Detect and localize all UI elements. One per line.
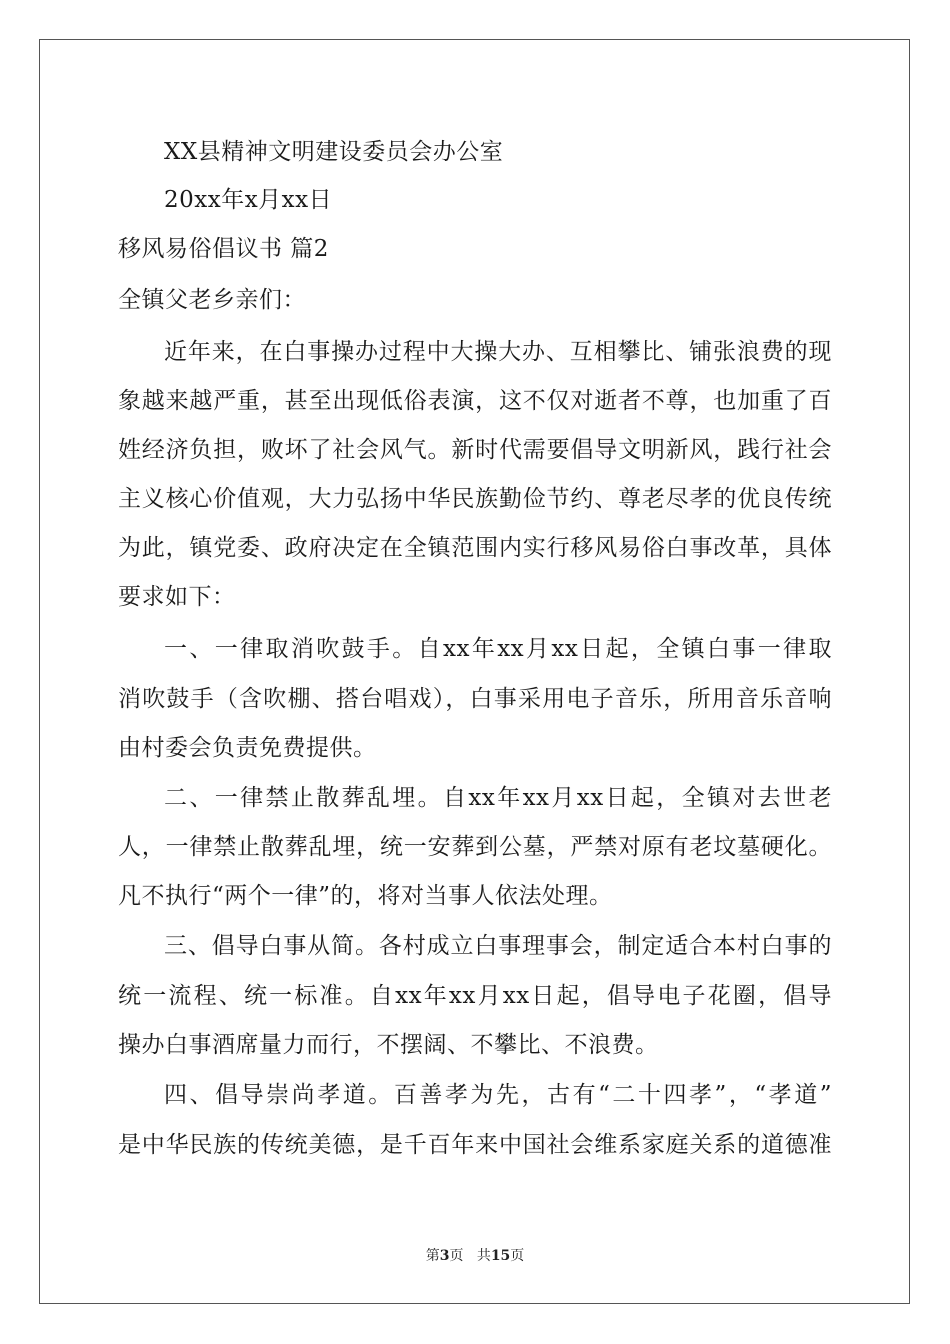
page-prefix: 第 bbox=[425, 1248, 440, 1264]
date-line: 20xx年x月xx日 bbox=[164, 187, 333, 213]
paragraph-line: 为此，镇党委、政府决定在全镇范围内实行移风易俗白事改革，具体 bbox=[118, 535, 832, 561]
paragraph-line: 四、倡导崇尚孝道。百善孝为先，古有“二十四孝”，“孝道” bbox=[164, 1082, 832, 1108]
page-suffix: 页 bbox=[449, 1248, 464, 1264]
page-footer bbox=[0, 1247, 950, 1265]
paragraph-line: 统一流程、统一标准。自xx年xx月xx日起，倡导电子花圈，倡导 bbox=[118, 983, 832, 1009]
issuer-line: XX县精神文明建设委员会办公室 bbox=[164, 139, 504, 165]
paragraph-line: 操办白事酒席量力而行，不摆阔、不攀比、不浪费。 bbox=[118, 1032, 659, 1058]
paragraph-line: 要求如下： bbox=[118, 584, 236, 610]
paragraph-line: 是中华民族的传统美德，是千百年来中国社会维系家庭关系的道德准 bbox=[118, 1132, 832, 1158]
salutation: 全镇父老乡亲们： bbox=[118, 287, 306, 313]
paragraph-line: 近年来，在白事操办过程中大操大办、互相攀比、铺张浪费的现 bbox=[164, 339, 832, 365]
paragraph-line: 主义核心价值观，大力弘扬中华民族勤俭节约、尊老尽孝的优良传统 bbox=[118, 486, 832, 512]
paragraph-line: 由村委会负责免费提供。 bbox=[118, 735, 377, 761]
total-suffix: 页 bbox=[510, 1248, 525, 1264]
total-pages: 15 bbox=[490, 1248, 511, 1264]
total-prefix: 共 bbox=[476, 1248, 491, 1264]
paragraph-line: 姓经济负担，败坏了社会风气。新时代需要倡导文明新风，践行社会 bbox=[118, 437, 832, 463]
page-number: 3 bbox=[439, 1248, 450, 1264]
paragraph-line: 二、一律禁止散葬乱埋。自xx年xx月xx日起，全镇对去世老 bbox=[164, 785, 832, 811]
paragraph-line: 凡不执行“两个一律”的，将对当事人依法处理。 bbox=[118, 883, 613, 909]
paragraph-line: 人，一律禁止散葬乱埋，统一安葬到公墓，严禁对原有老坟墓硬化。 bbox=[118, 834, 832, 860]
paragraph-line: 象越来越严重，甚至出现低俗表演，这不仅对逝者不尊，也加重了百 bbox=[118, 388, 832, 414]
paragraph-line: 一、一律取消吹鼓手。自xx年xx月xx日起，全镇白事一律取 bbox=[164, 636, 832, 662]
page-border bbox=[39, 39, 910, 1304]
paragraph-line: 三、倡导白事从简。各村成立白事理事会，制定适合本村白事的 bbox=[164, 933, 832, 959]
paragraph-line: 消吹鼓手（含吹棚、搭台唱戏），白事采用电子音乐，所用音乐音响 bbox=[118, 686, 832, 712]
section-title: 移风易俗倡议书 篇2 bbox=[118, 236, 329, 262]
